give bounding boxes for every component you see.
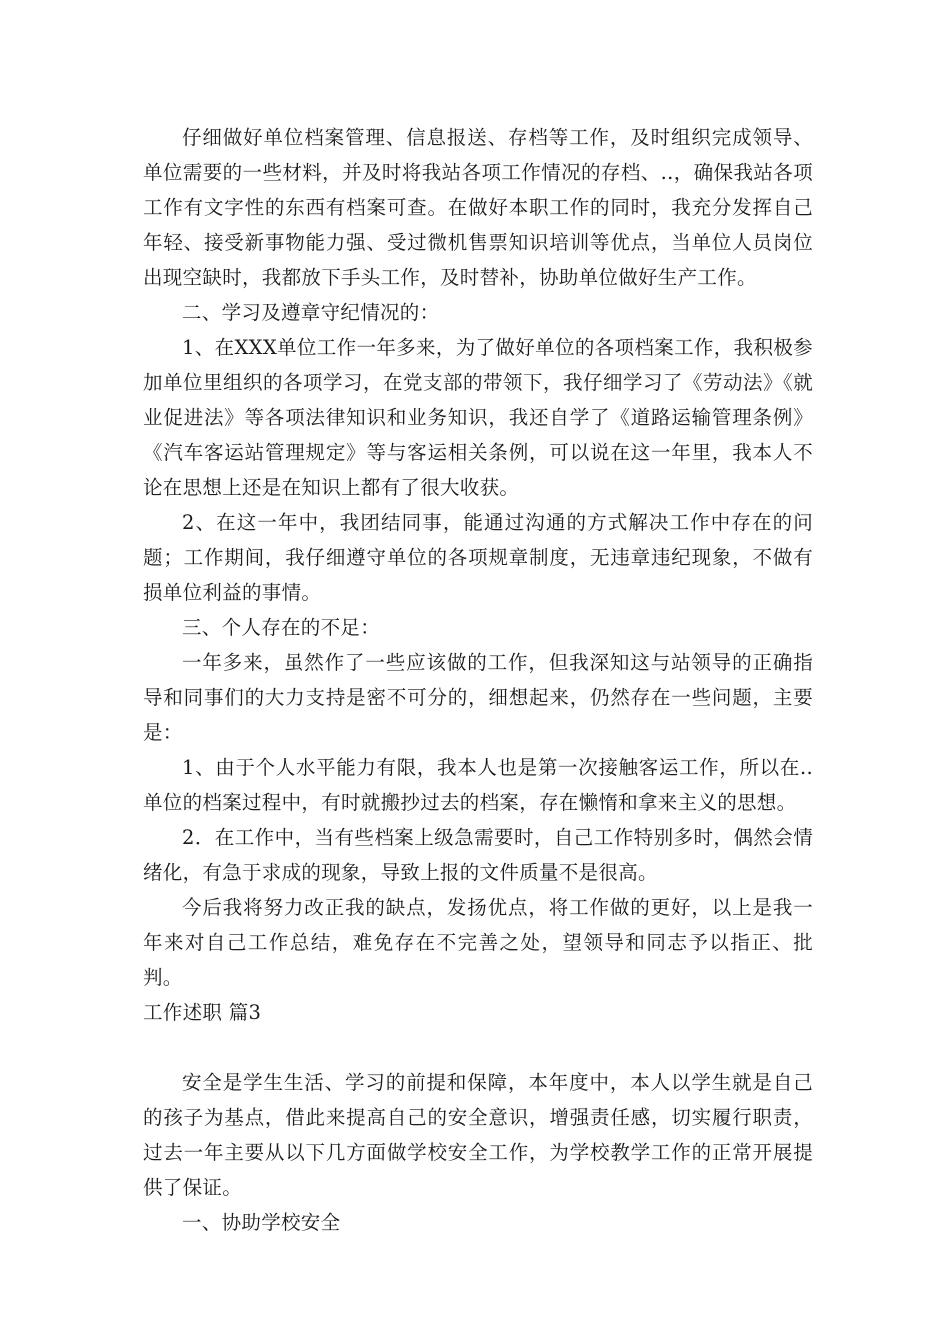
document-body — [143, 120, 813, 1240]
section-heading-study: 二、学习及遵章守纪情况的： — [182, 301, 440, 324]
paragraph-archive-work: 仔细做好单位档案管理、信息报送、存档等工作，及时组织完成领导、单位需要的一些材料，并及时将我站各项工作情况的存档、..，确保我站各项工作有文字性的东西有档案可查。在做好本职工作的同时，我充分发挥自己年轻、接受新事物能力强、受过微机售票知识培训等优点，当单位人员岗位出现空缺时，我都放下手头工作，及时替补，协助单位做好生产工作。 — [143, 126, 813, 289]
paragraph-conclusion: 今后我将努力改正我的缺点，发扬优点，将工作做的更好，以上是我一年来对自己工作总结，难免存在不完善之处，望领导和同志予以指正、批判。 — [143, 896, 813, 989]
section-title: 工作述职 篇3 — [143, 1001, 262, 1024]
paragraph-shortcoming-2: 2．在工作中，当有些档案上级急需要时，自己工作特别多时，偶然会情绪化，有急于求成的现象，导致上报的文件质量不是很高。 — [143, 826, 813, 884]
paragraph-safety-intro: 安全是学生生活、学习的前提和保障，本年度中，本人以学生就是自己的孩子为基点，借此来提高自己的安全意识，增强责任感，切实履行职责，过去一年主要从以下几方面做学校安全工作，为学校教学工作的正常开展提供了保证。 — [143, 1071, 813, 1199]
blank-line — [143, 1030, 813, 1065]
section-heading-shortcomings: 三、个人存在的不足： — [182, 616, 381, 639]
paragraph-shortcoming-1: 1、由于个人水平能力有限，我本人也是第一次接触客运工作，所以在..单位的档案过程中，有时就搬抄过去的档案，存在懒惰和拿来主义的思想。 — [143, 756, 813, 814]
section-heading-safety: 一、协助学校安全 — [182, 1211, 341, 1234]
paragraph-study-1: 1、在XXX单位工作一年多来，为了做好单位的各项档案工作，我积极参加单位里组织的各项学习，在党支部的带领下，我仔细学习了《劳动法》《就业促进法》等各项法律知识和业务知识，我还自学了《道路运输管理条例》《汽车客运站管理规定》等与客运相关条例，可以说在这一年里，我本人不论在思想上还是在知识上都有了很大收获。 — [143, 336, 813, 499]
paragraph-study-2: 2、在这一年中，我团结同事，能通过沟通的方式解决工作中存在的问题；工作期间，我仔细遵守单位的各项规章制度，无违章违纪现象，不做有损单位利益的事情。 — [143, 511, 813, 604]
paragraph-shortcomings-intro: 一年多来，虽然作了一些应该做的工作，但我深知这与站领导的正确指导和同事们的大力支持是密不可分的，细想起来，仍然存在一些问题，主要是： — [143, 651, 813, 744]
